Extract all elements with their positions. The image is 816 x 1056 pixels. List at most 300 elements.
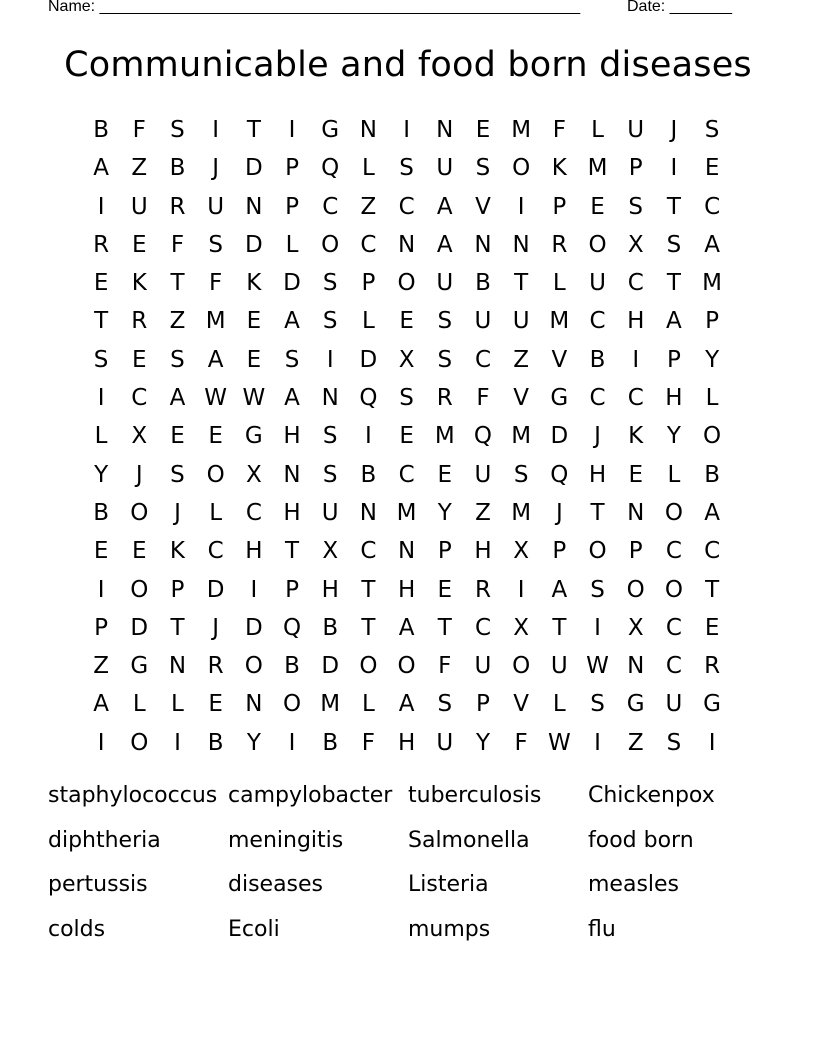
grid-letter: U [207, 193, 225, 220]
grid-letter: I [97, 729, 105, 756]
word-bank-item: Ecoli [228, 917, 280, 943]
grid-letter: V [513, 691, 530, 718]
grid-letter: M [396, 499, 417, 526]
grid-letter: O [130, 576, 149, 603]
grid-letter: A [398, 691, 415, 718]
grid-letter: W [204, 385, 228, 412]
grid-letter: Z [475, 499, 491, 526]
grid-letter: G [703, 691, 721, 718]
grid-letter: M [587, 155, 608, 182]
grid-letter: O [397, 270, 416, 297]
grid-letter: U [436, 270, 454, 297]
grid-letter: I [97, 193, 105, 220]
grid-letter: C [589, 385, 606, 412]
grid-letter: M [320, 691, 341, 718]
grid-letter: N [321, 385, 339, 412]
grid-letter: F [438, 653, 452, 680]
grid-letter: C [627, 270, 644, 297]
grid-letter: L [361, 308, 375, 335]
grid-letter: X [513, 614, 530, 641]
grid-letter: N [245, 691, 263, 718]
grid-letter: X [322, 538, 339, 565]
grid-letter: V [551, 346, 568, 373]
grid-letter: O [664, 576, 683, 603]
grid-letter: R [704, 653, 721, 680]
grid-letter: F [552, 117, 566, 143]
grid-letter: A [93, 691, 109, 718]
grid-letter: H [627, 308, 645, 335]
grid-letter: C [474, 346, 491, 373]
grid-letter: S [628, 193, 644, 220]
grid-letter: N [168, 653, 187, 680]
grid-letter: I [632, 346, 640, 373]
grid-letter: U [436, 155, 454, 182]
grid-letter: P [285, 576, 299, 603]
grid-letter: H [474, 538, 492, 565]
grid-letter: A [436, 193, 453, 220]
grid-letter: T [285, 538, 300, 565]
grid-letter: O [588, 538, 607, 565]
grid-letter: H [588, 461, 607, 488]
grid-letter: E [704, 155, 720, 182]
grid-letter: Y [246, 729, 261, 756]
grid-letter: T [666, 270, 681, 297]
word-bank-item: diseases [228, 872, 324, 898]
grid-letter: E [399, 423, 414, 450]
grid-letter: R [436, 385, 453, 412]
grid-letter: N [627, 499, 645, 526]
grid-letter: Y [666, 423, 681, 450]
grid-letter: T [361, 614, 376, 641]
grid-letter: T [246, 117, 261, 143]
grid-letter: A [207, 346, 224, 373]
grid-letter: H [245, 538, 263, 565]
grid-letter: N [474, 231, 492, 258]
grid-letter: C [704, 538, 721, 565]
grid-letter: D [244, 231, 263, 258]
word-bank-item: campylobacter [228, 783, 393, 808]
grid-letter: S [170, 461, 185, 488]
word-bank-item: colds [48, 917, 106, 943]
grid-letter: E [590, 193, 605, 220]
grid-letter: P [476, 691, 490, 718]
grid-letter: B [322, 729, 339, 756]
grid-letter: S [93, 346, 109, 373]
grid-letter: I [594, 614, 601, 641]
grid-letter: C [474, 614, 491, 641]
grid-letter: O [626, 576, 645, 603]
grid-letter: A [704, 499, 720, 526]
grid-letter: A [436, 231, 453, 258]
grid-letter: S [322, 308, 338, 335]
word-bank-item: pertussis [48, 872, 148, 898]
word-bank-item: tuberculosis [408, 783, 542, 808]
grid-letter: X [627, 231, 644, 258]
grid-letter: U [589, 270, 606, 297]
word-bank-item: food born [588, 827, 694, 853]
grid-letter: J [135, 461, 143, 488]
grid-letter: P [705, 308, 720, 335]
grid-letter: C [665, 614, 682, 641]
grid-letter: R [551, 231, 568, 258]
grid-letter: C [665, 653, 682, 680]
grid-letter: E [704, 614, 720, 641]
grid-letter: I [403, 117, 410, 143]
grid-letter: G [244, 423, 263, 450]
grid-letter: B [589, 346, 606, 373]
grid-letter: B [169, 155, 186, 182]
grid-letter: C [704, 193, 721, 220]
grid-letter: H [665, 385, 683, 412]
grid-letter: Z [360, 193, 377, 220]
grid-letter: G [321, 117, 340, 143]
grid-letter: I [365, 423, 372, 450]
grid-letter: S [475, 155, 491, 182]
grid-letter: B [704, 461, 720, 488]
grid-letter: F [209, 270, 223, 297]
grid-letter: N [436, 117, 454, 143]
grid-letter: F [361, 729, 376, 756]
grid-letter: F [170, 231, 185, 258]
grid-letter: U [474, 308, 492, 335]
grid-letter: J [212, 155, 220, 182]
grid-letter: K [628, 423, 644, 450]
grid-letter: D [283, 270, 301, 297]
grid-letter: J [594, 423, 601, 450]
grid-letter: E [170, 423, 185, 450]
grid-letter: S [322, 270, 338, 297]
grid-letter: C [665, 538, 682, 565]
grid-letter: H [397, 729, 416, 756]
word-bank-item: meningitis [228, 827, 344, 853]
grid-letter: D [359, 346, 378, 373]
grid-letter: E [399, 308, 414, 335]
grid-letter: I [97, 385, 105, 412]
grid-letter: E [132, 538, 147, 565]
grid-letter: H [283, 423, 301, 450]
word-bank-item: Chickenpox [588, 783, 715, 808]
grid-letter: L [171, 691, 184, 718]
grid-letter: F [514, 729, 528, 756]
grid-letter: U [321, 499, 339, 526]
grid-letter: N [627, 653, 645, 680]
grid-letter: C [131, 385, 148, 412]
grid-letter: P [361, 270, 376, 297]
grid-letter: C [207, 538, 224, 565]
grid-letter: C [322, 193, 339, 220]
grid-letter: S [437, 346, 453, 373]
grid-letter: Y [475, 729, 490, 756]
grid-letter: K [131, 270, 147, 297]
grid-letter: U [627, 117, 645, 143]
grid-letter: U [474, 461, 492, 488]
grid-letter: B [322, 614, 339, 641]
word-bank-item: Listeria [408, 872, 489, 898]
grid-letter: L [285, 231, 299, 258]
grid-letter: W [586, 653, 609, 680]
grid-letter: X [131, 423, 148, 450]
grid-letter: N [359, 117, 378, 143]
grid-letter: Z [169, 308, 186, 335]
grid-letter: L [552, 691, 566, 718]
grid-letter: G [626, 691, 645, 718]
grid-letter: N [359, 499, 378, 526]
grid-letter: N [512, 231, 530, 258]
grid-letter: S [513, 461, 529, 488]
grid-letter: S [399, 385, 414, 412]
grid-letter: F [476, 385, 490, 412]
grid-letter: S [590, 691, 605, 718]
grid-letter: E [93, 270, 109, 297]
grid-letter: E [437, 576, 453, 603]
grid-letter: H [397, 576, 416, 603]
grid-letter: Z [627, 729, 644, 756]
grid-letter: I [97, 576, 105, 603]
grid-letter: O [282, 691, 302, 718]
grid-letter: M [434, 423, 455, 450]
grid-letter: I [517, 576, 525, 603]
grid-letter: O [244, 653, 263, 680]
grid-letter: L [94, 423, 108, 450]
grid-letter: L [667, 461, 681, 488]
grid-letter: S [399, 155, 414, 182]
word-bank [48, 774, 768, 953]
grid-letter: E [208, 423, 223, 450]
grid-letter: D [244, 155, 263, 182]
grid-letter: N [397, 538, 416, 565]
grid-letter: P [666, 346, 681, 373]
grid-letter: O [664, 499, 683, 526]
grid-letter: H [321, 576, 339, 603]
grid-letter: I [670, 155, 678, 182]
grid-letter: P [170, 576, 185, 603]
grid-letter: S [284, 346, 300, 373]
grid-letter: P [628, 538, 643, 565]
grid-letter: Y [437, 499, 452, 526]
grid-letter: T [705, 576, 720, 603]
grid-letter: C [360, 538, 377, 565]
grid-letter: O [359, 653, 378, 680]
grid-letter: O [130, 729, 149, 756]
grid-letter: K [169, 538, 186, 565]
word-bank-item: Salmonella [408, 827, 530, 853]
word-bank-item: staphylococcus [48, 783, 218, 808]
grid-letter: J [212, 614, 220, 641]
grid-letter: O [703, 423, 722, 450]
grid-letter: E [132, 346, 147, 373]
grid-letter: G [130, 653, 149, 680]
grid-letter: T [552, 614, 567, 641]
grid-letter: H [283, 499, 301, 526]
grid-letter: S [437, 691, 453, 718]
grid-letter: U [512, 308, 530, 335]
grid-letter: L [552, 270, 566, 297]
grid-letter: W [547, 729, 571, 756]
grid-letter: T [590, 499, 605, 526]
grid-letter: C [398, 193, 415, 220]
grid-letter: L [132, 691, 146, 718]
grid-letter: S [322, 461, 338, 488]
grid-letter: Y [94, 461, 109, 488]
grid-letter: T [94, 308, 109, 335]
name-line: Name: ______________________________________________________ [48, 0, 581, 15]
grid-letter: S [437, 308, 453, 335]
grid-letter: Q [359, 385, 378, 412]
grid-letter: E [475, 117, 491, 143]
grid-letter: S [170, 346, 185, 373]
grid-letter: I [288, 729, 296, 756]
page-title: Communicable and food born diseases [64, 45, 752, 85]
grid-letter: U [665, 691, 683, 718]
grid-letter: L [705, 385, 719, 412]
grid-letter: B [475, 270, 491, 297]
grid-letter: O [588, 231, 607, 258]
grid-letter: P [94, 614, 109, 641]
word-bank-item: mumps [408, 917, 491, 943]
grid-letter: V [513, 385, 530, 412]
grid-letter: N [397, 231, 416, 258]
grid-letter: R [169, 193, 186, 220]
grid-letter: C [627, 385, 644, 412]
grid-letter: M [549, 308, 570, 335]
grid-letter: I [594, 729, 601, 756]
grid-letter: R [474, 576, 491, 603]
grid-letter: L [361, 155, 375, 182]
grid-letter: B [93, 499, 109, 526]
grid-letter: T [514, 270, 529, 297]
grid-letter: N [283, 461, 301, 488]
grid-letter: D [244, 614, 263, 641]
grid-letter: L [209, 499, 223, 526]
grid-letter: J [174, 499, 181, 526]
grid-letter: K [551, 155, 567, 182]
grid-letter: A [284, 385, 300, 412]
grid-letter: I [708, 729, 716, 756]
grid-letter: C [398, 461, 415, 488]
grid-letter: S [170, 117, 185, 143]
grid-letter: U [130, 193, 148, 220]
grid-letter: Q [550, 461, 569, 488]
grid-letter: I [517, 193, 525, 220]
grid-letter: A [704, 231, 720, 258]
grid-letter: T [666, 193, 681, 220]
grid-letter: X [398, 346, 415, 373]
grid-letter: I [326, 346, 334, 373]
grid-letter: Y [705, 346, 720, 373]
date-line: Date: _______ [627, 0, 732, 15]
grid-letter: O [130, 499, 149, 526]
grid-letter: C [245, 499, 262, 526]
grid-letter: S [590, 576, 605, 603]
grid-letter: B [207, 729, 224, 756]
grid-letter: O [397, 653, 416, 680]
grid-letter: I [250, 576, 258, 603]
grid-letter: E [208, 691, 223, 718]
grid-letter: O [512, 155, 531, 182]
word-bank-item: measles [588, 872, 680, 898]
word-bank-item: flu [588, 917, 616, 943]
grid-letter: G [550, 385, 569, 412]
grid-letter: F [132, 117, 146, 143]
grid-letter: T [361, 576, 376, 603]
grid-letter: M [511, 117, 532, 143]
grid-letter: T [437, 614, 452, 641]
grid-letter: C [589, 308, 606, 335]
grid-letter: A [551, 576, 568, 603]
grid-letter: Z [93, 653, 109, 680]
grid-letter: S [666, 231, 682, 258]
grid-letter: W [242, 385, 266, 412]
grid-letter: R [207, 653, 224, 680]
grid-letter: O [512, 653, 531, 680]
grid-letter: M [205, 308, 226, 335]
grid-letter: U [550, 653, 568, 680]
grid-letter: O [206, 461, 225, 488]
grid-letter: R [93, 231, 110, 258]
grid-letter: V [475, 193, 491, 220]
grid-letter: B [93, 117, 109, 143]
grid-letter: D [321, 653, 340, 680]
grid-letter: P [285, 193, 299, 220]
grid-letter: C [360, 231, 377, 258]
grid-letter: A [169, 385, 186, 412]
grid-letter: B [360, 461, 377, 488]
grid-letter: X [513, 538, 530, 565]
grid-letter: O [321, 231, 340, 258]
grid-letter: A [93, 155, 109, 182]
grid-letter: E [246, 308, 262, 335]
grid-letter: U [436, 729, 454, 756]
grid-letter: D [550, 423, 569, 450]
grid-letter: P [437, 538, 452, 565]
grid-letter: T [170, 614, 185, 641]
grid-letter: M [511, 499, 532, 526]
grid-letter: D [206, 576, 225, 603]
grid-letter: E [93, 538, 109, 565]
word-bank-item: diphtheria [48, 827, 161, 853]
grid-letter: E [628, 461, 643, 488]
grid-letter: L [361, 691, 375, 718]
grid-letter: S [208, 231, 223, 258]
grid-letter: P [552, 193, 567, 220]
grid-letter: I [174, 729, 181, 756]
grid-letter: E [437, 461, 453, 488]
grid-letter: I [212, 117, 220, 143]
grid-letter: J [670, 117, 678, 143]
grid-letter: S [322, 423, 338, 450]
grid-letter: L [591, 117, 604, 143]
grid-letter: R [131, 308, 148, 335]
grid-letter: T [170, 270, 185, 297]
grid-letter: Q [321, 155, 340, 182]
grid-letter: J [555, 499, 563, 526]
grid-letter: S [704, 117, 720, 143]
grid-letter: K [246, 270, 262, 297]
grid-letter: E [132, 231, 147, 258]
grid-letter: A [398, 614, 415, 641]
grid-letter: A [284, 308, 300, 335]
grid-letter: M [511, 423, 532, 450]
grid-letter: A [666, 308, 682, 335]
grid-letter: P [628, 155, 643, 182]
grid-letter: Z [131, 155, 148, 182]
grid-letter: Q [473, 423, 493, 450]
grid-letter: M [702, 270, 723, 297]
grid-letter: P [552, 538, 567, 565]
grid-letter: B [284, 653, 300, 680]
grid-letter: X [245, 461, 262, 488]
grid-letter: Q [282, 614, 302, 641]
